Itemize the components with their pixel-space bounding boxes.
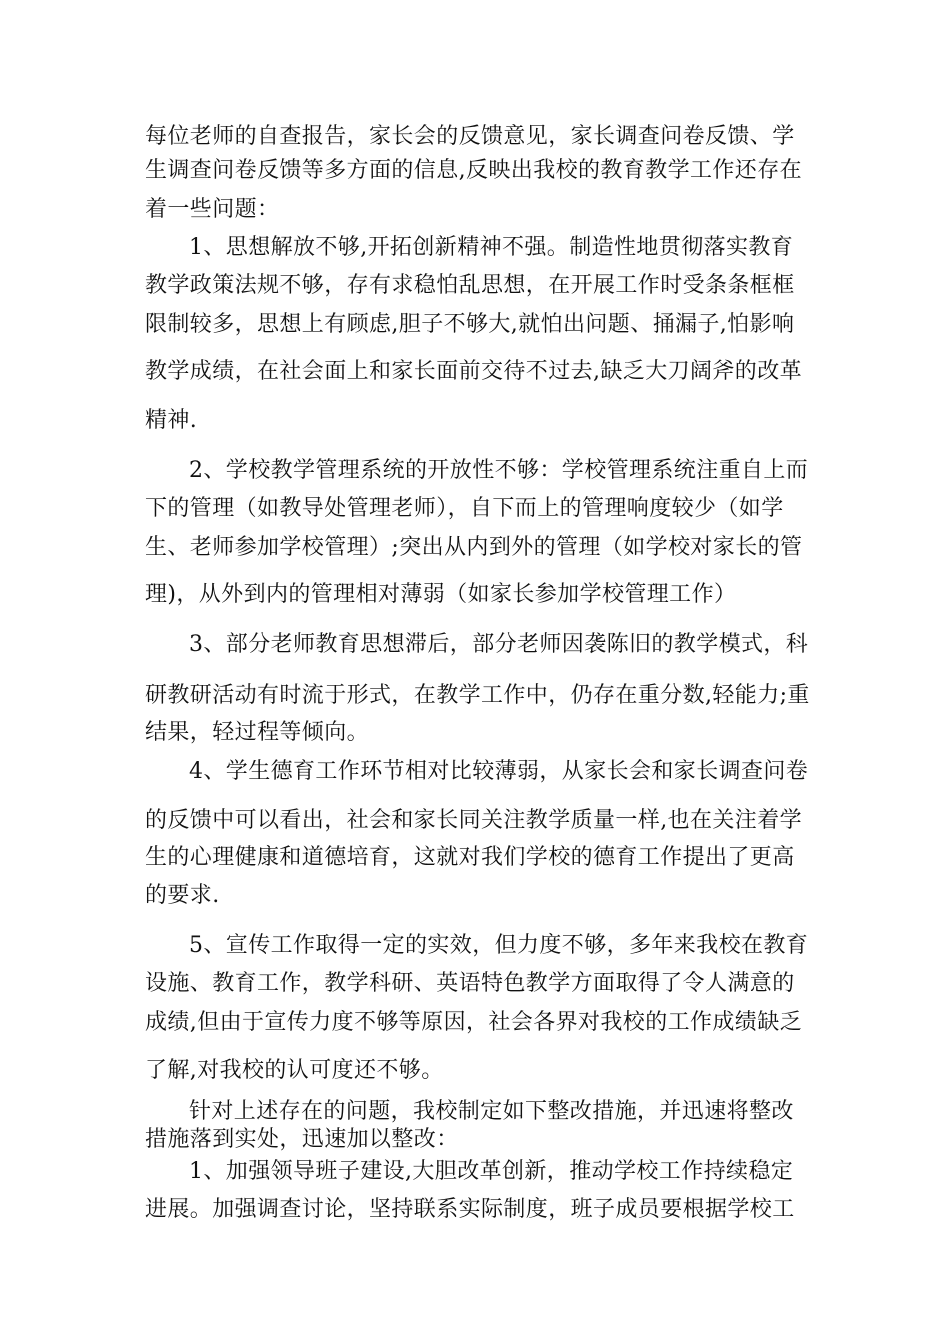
text-line: 教学政策法规不够，存有求稳怕乱思想，在开展工作时受条条框框	[145, 273, 795, 298]
text-line: 着一些问题：	[145, 197, 280, 222]
text-line: 1、思想解放不够,开拓创新精神不强。制造性地贯彻落实教育	[189, 235, 794, 260]
text-line: 进展。加强调查讨论，坚持联系实际制度，班子成员要根据学校工	[145, 1197, 795, 1222]
text-line: 了解,对我校的认可度还不够。	[145, 1058, 444, 1083]
text-line: 限制较多，思想上有顾虑,胆子不够大,就怕出问题、捅漏子,怕影响	[145, 312, 795, 337]
text-line: 精神.	[145, 408, 198, 433]
text-line: 理)，从外到内的管理相对薄弱（如家长参加学校管理工作）	[145, 582, 737, 607]
text-line: 研教研活动有时流于形式，在教学工作中，仍存在重分数,轻能力;重	[145, 683, 810, 708]
text-line: 生的心理健康和道德培育，这就对我们学校的德育工作提出了更高	[145, 845, 795, 870]
text-line: 下的管理（如教导处管理老师），自下而上的管理响度较少（如学	[145, 496, 784, 521]
text-line: 教学成绩，在社会面上和家长面前交待不过去,缺乏大刀阔斧的改革	[145, 359, 802, 384]
text-line: 结果，轻过程等倾向。	[145, 720, 370, 745]
text-line: 生调查问卷反馈等多方面的信息,反映出我校的教育教学工作还存在	[145, 158, 802, 183]
text-line: 的反馈中可以看出，社会和家长同关注教学质量一样,也在关注着学	[145, 808, 802, 833]
text-line: 生、老师参加学校管理）;突出从内到外的管理（如学校对家长的管	[145, 535, 803, 560]
text-line: 针对上述存在的问题，我校制定如下整改措施，并迅速将整改	[189, 1099, 794, 1124]
text-line: 1、加强领导班子建设,大胆改革创新，推动学校工作持续稳定	[189, 1159, 794, 1184]
text-line: 4、学生德育工作环节相对比较薄弱，从家长会和家长调查问卷	[189, 759, 809, 784]
text-line: 每位老师的自查报告，家长会的反馈意见，家长调查问卷反馈、学	[145, 124, 795, 149]
text-line: 3、部分老师教育思想滞后，部分老师因袭陈旧的教学模式，科	[189, 632, 809, 657]
text-line: 成绩,但由于宣传力度不够等原因，社会各界对我校的工作成绩缺乏	[145, 1010, 802, 1035]
text-line: 2、学校教学管理系统的开放性不够：学校管理系统注重自上而	[189, 458, 809, 483]
text-line: 的要求.	[145, 883, 220, 908]
text-line: 5、宣传工作取得一定的实效，但力度不够，多年来我校在教育	[189, 933, 809, 958]
text-line: 措施落到实处，迅速加以整改：	[145, 1127, 459, 1152]
text-line: 设施、教育工作，教学科研、英语特色教学方面取得了令人满意的	[145, 971, 795, 996]
